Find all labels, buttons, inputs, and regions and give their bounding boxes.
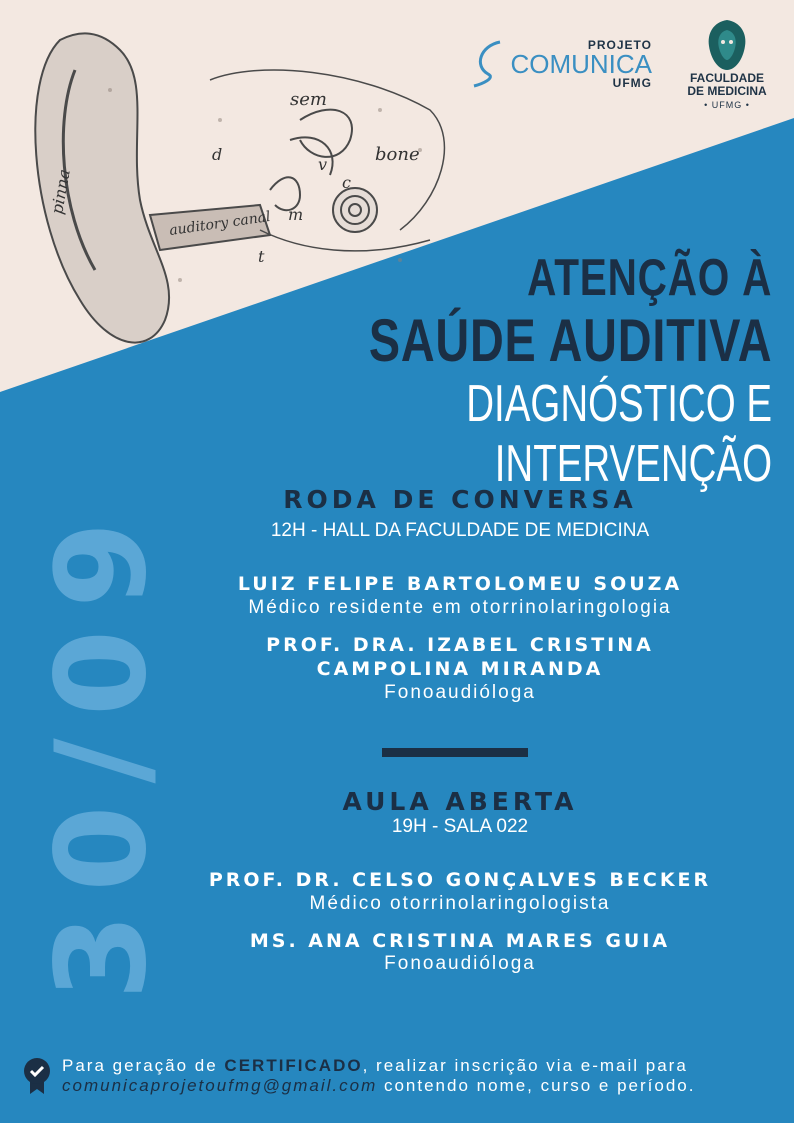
label-bone: bone — [375, 144, 420, 165]
session-1-heading: RODA DE CONVERSA — [283, 485, 637, 514]
speaker-name: LUIZ FELIPE BARTOLOMEU SOUZA — [237, 573, 683, 595]
label-t: t — [258, 247, 265, 266]
label-m: m — [288, 205, 304, 224]
certificate-text-pre: Para geração de — [62, 1056, 225, 1075]
label-c: c — [342, 173, 351, 192]
session-2-heading: AULA ABERTA — [342, 787, 578, 816]
session-1-subtitle: 12H - HALL DA FACULDADE DE MEDICINA — [270, 520, 650, 541]
certificate-text-post: , realizar inscrição via e-mail para — [362, 1056, 688, 1075]
certificate-text-tail: contendo nome, curso e período. — [377, 1076, 696, 1096]
session-2-subtitle: 19H - SALA 022 — [391, 816, 529, 837]
logo-fm-line1: FACULDADE — [690, 71, 764, 85]
logo-comunica-bottom: UFMG — [612, 76, 652, 90]
section-divider — [382, 748, 528, 757]
label-auditory-canal: auditory canal — [168, 208, 272, 239]
session-1 — [180, 485, 740, 704]
label-sem: sem — [290, 89, 327, 110]
speaker-name: PROF. DRA. IZABEL CRISTINA CAMPOLINA MIRANDA — [266, 633, 654, 681]
certificate-badge-icon — [22, 1056, 52, 1096]
event-date: 30/09 — [30, 499, 174, 1000]
certificate-highlight: CERTIFICADO — [224, 1056, 363, 1075]
title-line-2: SAÚDE AUDITIVA — [368, 307, 772, 374]
title-line-3: DIAGNÓSTICO E INTERVENÇÃO — [466, 375, 772, 493]
speaker-name: MS. ANA CRISTINA MARES GUIA — [249, 929, 671, 952]
swoosh-icon — [470, 36, 506, 92]
label-v: v — [318, 155, 328, 174]
session-2 — [180, 787, 740, 975]
faculdade-medicina-logo — [678, 18, 776, 110]
logo-fm-line2: DE MEDICINA — [687, 84, 767, 99]
logos — [470, 18, 776, 110]
label-d: d — [212, 145, 223, 164]
speaker-role: Fonoaudióloga — [384, 682, 536, 704]
lion-icon — [703, 18, 751, 72]
label-pinna: pinna — [47, 167, 74, 216]
projeto-comunica-logo — [470, 36, 652, 92]
certificate-note — [22, 1056, 782, 1097]
logo-comunica-main: COMUNICA — [510, 49, 652, 79]
logo-fm-line3: • UFMG • — [704, 100, 750, 111]
certificate-text — [62, 1056, 695, 1097]
speaker-role: Médico residente em otorrinolaringologia — [248, 596, 672, 618]
logo-comunica-top: PROJETO — [587, 38, 652, 52]
title-line-1: ATENÇÃO À — [526, 249, 772, 307]
speaker-role: Fonoaudióloga — [384, 953, 536, 975]
contact-email[interactable]: comunicaprojetoufmg@gmail.com — [62, 1076, 378, 1096]
speaker-role: Médico otorrinolaringologista — [309, 892, 611, 914]
speaker-name: PROF. DR. CELSO GONÇALVES BECKER — [208, 869, 712, 891]
